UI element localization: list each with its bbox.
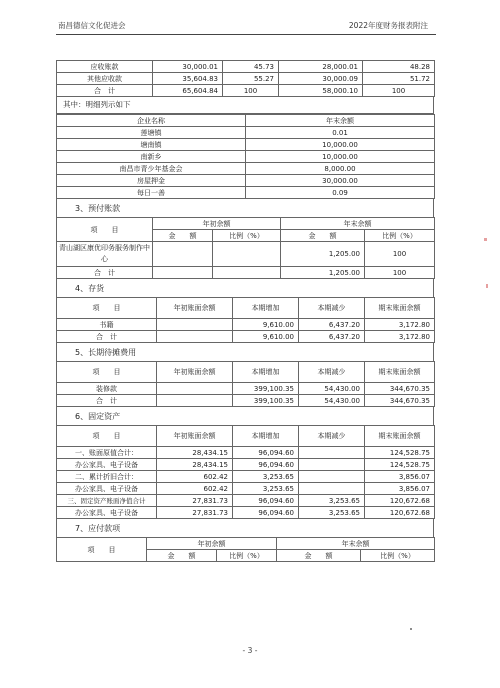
row-label: 合 计: [57, 331, 157, 343]
cell-value: 27,831.73: [157, 495, 233, 507]
column-header: 年初账面余额: [157, 426, 233, 447]
table-row: [57, 73, 435, 85]
column-header: 比例（%）: [217, 550, 277, 562]
cell-value: [299, 483, 365, 495]
column-header: 本期增加: [233, 426, 299, 447]
cell-value: 96,094.60: [233, 447, 299, 459]
cell-value: 6,437.20: [299, 331, 365, 343]
table-row: [57, 507, 435, 519]
table-row: [57, 471, 435, 483]
row-label: 办公家具、电子设备: [57, 459, 157, 471]
row-label: 办公家具、电子设备: [57, 507, 157, 519]
scan-mark: [484, 238, 487, 241]
cell-value: 399,100.35: [233, 383, 299, 395]
prepaid-table: [56, 217, 435, 279]
section-title-inventory: 4、存货: [56, 279, 434, 297]
cell-value: 28,434.15: [157, 459, 233, 471]
report-body: [56, 60, 434, 562]
cell-value: 0.09: [246, 187, 435, 199]
cell-value: 120,672.68: [365, 495, 435, 507]
column-header: 金 额: [153, 230, 213, 242]
row-label: 办公家具、电子设备: [57, 483, 157, 495]
column-header: 本期增加: [233, 362, 299, 383]
cell-value: 124,528.75: [365, 447, 435, 459]
section-title-deferred: 5、长期待摊费用: [56, 343, 434, 361]
header-org-name: 南昌德信文化促进会: [58, 21, 126, 30]
table-row: [57, 447, 435, 459]
cell-value: 96,094.60: [233, 495, 299, 507]
column-header: 期末账面余额: [365, 362, 435, 383]
cell-value: 27,831.73: [157, 507, 233, 519]
cell-value: [157, 319, 233, 331]
row-label: 二、累计折旧合计：: [57, 471, 157, 483]
table-row: [57, 163, 435, 175]
column-header: 比例（%）: [361, 550, 435, 562]
column-header: 项 目: [57, 538, 147, 562]
cell-value: 344,670.35: [365, 395, 435, 407]
row-label: 合 计: [57, 395, 157, 407]
cell-value: 65,604.84: [153, 85, 223, 97]
column-header: 年初余额: [147, 538, 277, 550]
cell-value: [213, 267, 281, 279]
cell-value: 48.28: [363, 61, 435, 73]
table-row: [57, 383, 435, 395]
table-row: [57, 319, 435, 331]
row-label: 合 计: [57, 85, 153, 97]
column-header: 金 额: [147, 550, 217, 562]
cell-value: 3,856.07: [365, 471, 435, 483]
table-row: [57, 483, 435, 495]
cell-value: 28,000.01: [279, 61, 363, 73]
cell-value: 1,205.00: [281, 242, 365, 267]
section-title-payables: 7、应付款项: [56, 519, 434, 537]
cell-value: 54,430.00: [299, 395, 365, 407]
table-header-row: [57, 426, 435, 447]
column-header: 项 目: [57, 218, 153, 242]
row-label: 合 计: [57, 267, 153, 279]
cell-value: 3,253.65: [233, 483, 299, 495]
cell-value: [299, 471, 365, 483]
column-header: 年初余额: [153, 218, 281, 230]
table-header-row: [57, 298, 435, 319]
row-label: 房屋押金: [57, 175, 246, 187]
table-row: [57, 139, 435, 151]
column-header: 年末余额: [281, 218, 435, 230]
row-label: 一、账面原值合计：: [57, 447, 157, 459]
cell-value: 3,172.80: [365, 331, 435, 343]
column-header: 期末账面余额: [365, 298, 435, 319]
table-row: [57, 242, 435, 267]
cell-value: 6,437.20: [299, 319, 365, 331]
table-row: [57, 267, 435, 279]
cell-value: 30,000.01: [153, 61, 223, 73]
column-header: 企业名称: [57, 115, 246, 127]
row-label: 莲塘镇: [57, 127, 246, 139]
column-header: 比例（%）: [213, 230, 281, 242]
detail-table: [56, 114, 435, 199]
cell-value: 120,672.68: [365, 507, 435, 519]
cell-value: 55.27: [223, 73, 279, 85]
cell-value: 10,000.00: [246, 151, 435, 163]
cell-value: 9,610.00: [233, 319, 299, 331]
cell-value: [299, 447, 365, 459]
cell-value: 602.42: [157, 483, 233, 495]
cell-value: 3,253.65: [299, 507, 365, 519]
cell-value: 54,430.00: [299, 383, 365, 395]
table-header-row: [57, 362, 435, 383]
row-label: 三、固定资产账面净值合计: [57, 495, 157, 507]
cell-value: 602.42: [157, 471, 233, 483]
section-title-prepaid: 3、预付账款: [56, 199, 434, 217]
cell-value: 100: [365, 267, 435, 279]
cell-value: 45.73: [223, 61, 279, 73]
cell-value: [153, 267, 213, 279]
column-header: 项 目: [57, 426, 157, 447]
cell-value: 100: [363, 85, 435, 97]
table-row: [57, 175, 435, 187]
column-header: 本期减少: [299, 426, 365, 447]
cell-value: 100: [223, 85, 279, 97]
row-label: 每日一善: [57, 187, 246, 199]
cell-value: 3,856.07: [365, 483, 435, 495]
detail-note: 其中：明细列示如下: [56, 97, 434, 114]
column-header: 期末账面余额: [365, 426, 435, 447]
table-row: [57, 187, 435, 199]
cell-value: 124,528.75: [365, 459, 435, 471]
cell-value: 96,094.60: [233, 507, 299, 519]
cell-value: [153, 242, 213, 267]
cell-value: 100: [365, 242, 435, 267]
cell-value: 96,094.60: [233, 459, 299, 471]
cell-value: 3,253.65: [233, 471, 299, 483]
cell-value: [157, 395, 233, 407]
table-row: [57, 495, 435, 507]
section-title-fixed-assets: 6、固定资产: [56, 407, 434, 425]
table-row: [57, 127, 435, 139]
row-label: 应收账款: [57, 61, 153, 73]
row-label: 南新乡: [57, 151, 246, 163]
column-header: 项 目: [57, 362, 157, 383]
column-header: 金 额: [277, 550, 361, 562]
cell-value: 28,434.15: [157, 447, 233, 459]
column-header: 年初账面余额: [157, 298, 233, 319]
payables-table: [56, 537, 435, 562]
column-header: 年末余额: [277, 538, 435, 550]
row-label: 青山湖区康优印务服务制作中心: [57, 242, 153, 267]
row-label: 装修款: [57, 383, 157, 395]
cell-value: 8,000.00: [246, 163, 435, 175]
cell-value: [157, 383, 233, 395]
row-label: 其他应收款: [57, 73, 153, 85]
table-row: [57, 85, 435, 97]
row-label: 书籍: [57, 319, 157, 331]
cell-value: 0.01: [246, 127, 435, 139]
cell-value: 30,000.00: [246, 175, 435, 187]
cell-value: [299, 459, 365, 471]
row-label: 塘南镇: [57, 139, 246, 151]
column-header: 本期增加: [233, 298, 299, 319]
page-number: - 3 -: [242, 646, 258, 655]
fixed-assets-table: [56, 425, 435, 519]
header-report-title: 2022年度财务报表附注: [348, 21, 428, 30]
inventory-table: [56, 297, 435, 343]
deferred-expense-table: [56, 361, 435, 407]
cell-value: [213, 242, 281, 267]
table-row: [57, 331, 435, 343]
table-header-row: [57, 218, 435, 230]
scan-mark: [486, 284, 488, 288]
column-header: 本期减少: [299, 362, 365, 383]
cell-value: 344,670.35: [365, 383, 435, 395]
cell-value: 3,172.80: [365, 319, 435, 331]
cell-value: 399,100.35: [233, 395, 299, 407]
receivables-summary-table: [56, 60, 435, 97]
cell-value: 3,253.65: [299, 495, 365, 507]
column-header: 年初账面余额: [157, 362, 233, 383]
cell-value: 30,000.09: [279, 73, 363, 85]
table-row: [57, 61, 435, 73]
table-row: [57, 395, 435, 407]
header-divider: [56, 34, 436, 35]
cell-value: 58,000.10: [279, 85, 363, 97]
scan-speck: [410, 628, 412, 630]
row-label: 南昌市青少年基金会: [57, 163, 246, 175]
cell-value: 1,205.00: [281, 267, 365, 279]
column-header: 本期减少: [299, 298, 365, 319]
cell-value: 9,610.00: [233, 331, 299, 343]
cell-value: 10,000.00: [246, 139, 435, 151]
cell-value: [157, 331, 233, 343]
column-header: 金 额: [281, 230, 365, 242]
column-header: 比例（%）: [365, 230, 435, 242]
table-row: [57, 459, 435, 471]
table-header-row: [57, 538, 435, 550]
cell-value: 35,604.83: [153, 73, 223, 85]
table-row: [57, 151, 435, 163]
table-header-row: [57, 115, 435, 127]
cell-value: 51.72: [363, 73, 435, 85]
column-header: 项 目: [57, 298, 157, 319]
column-header: 年末余额: [246, 115, 435, 127]
